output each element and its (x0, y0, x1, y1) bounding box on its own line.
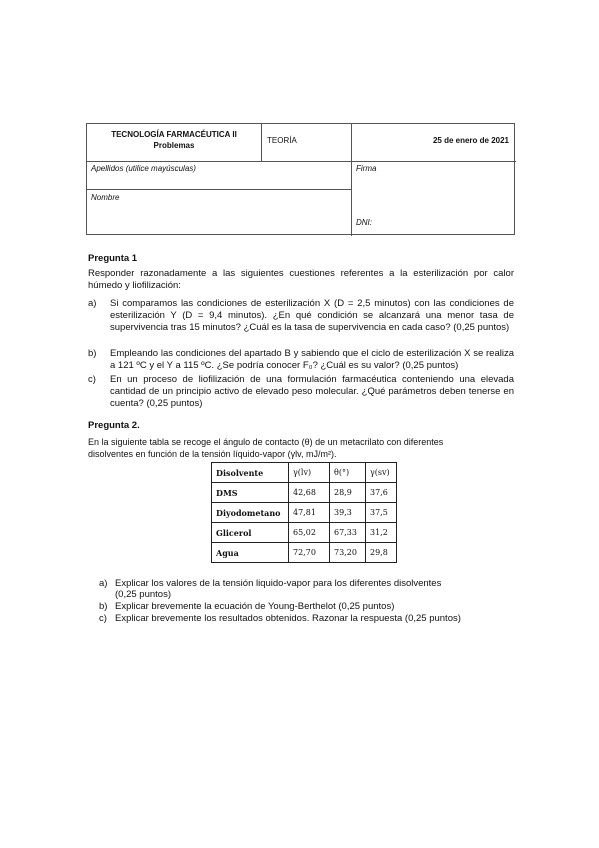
table-cell: 37,6 (366, 483, 397, 503)
question-1-title: Pregunta 1 (88, 253, 138, 264)
table-cell: 67,33 (330, 523, 366, 543)
table-cell: 37,5 (366, 503, 397, 523)
item-marker: b) (99, 601, 108, 612)
contact-angle-table (211, 462, 397, 563)
item-text: Explicar brevemente la ecuación de Young-Berthelot (0,25 puntos) (115, 601, 395, 612)
table-cell: 42,68 (289, 483, 330, 503)
item-marker: b) (88, 348, 97, 359)
header-divider (351, 124, 352, 236)
table-header-cell: θ(°) (330, 463, 366, 483)
header-divider (261, 124, 262, 161)
header-divider (87, 161, 516, 162)
exam-header-box (86, 123, 515, 235)
table-cell: 29,8 (366, 543, 397, 563)
table-cell: 73,20 (330, 543, 366, 563)
table-cell: Glicerol (212, 523, 289, 543)
item-marker: c) (99, 613, 107, 624)
exam-part: TEORÍA (267, 136, 297, 145)
question-2-intro-line-1: En la siguiente tabla se recoge el ángulo de contacto (θ) de un metacrilato con diferentes (88, 437, 444, 447)
list-item (99, 613, 499, 624)
question-1-intro: Responder razonadamente a las siguientes cuestiones referentes a la esterilización por calor húmedo y liofilización: (88, 268, 514, 291)
list-item (99, 601, 499, 612)
question-2-intro-line-2: disolventes en función de la tensión líquido-vapor (γlv, mJ/m²). (88, 449, 337, 459)
table-row (212, 523, 397, 543)
list-item (88, 348, 514, 372)
table-cell: 39,3 (330, 503, 366, 523)
name-field-label: Nombre (91, 193, 120, 202)
table-row (212, 503, 397, 523)
item-marker: c) (88, 374, 96, 385)
table-row (212, 483, 397, 503)
list-item (88, 374, 514, 409)
dni-field-label: DNI: (356, 218, 372, 227)
item-text: En un proceso de liofilización de una formulación farmacéutica conteniendo una elevada cantidad de un principio activo de elevado peso molecular. ¿Qué parámetros deben tenerse en cuenta? (0,25 puntos) (110, 374, 514, 409)
table-cell: Diyodometano (212, 503, 289, 523)
table-cell: 65,02 (289, 523, 330, 543)
table-header-row (212, 463, 397, 483)
course-title: TECNOLOGÍA FARMACÉUTICA II (111, 130, 237, 139)
table-cell: 72,70 (289, 543, 330, 563)
course-type: Problemas (153, 141, 195, 150)
list-item (99, 578, 459, 600)
table-cell: Agua (212, 543, 289, 563)
item-text: Explicar los valores de la tensión liquido-vapor para los diferentes disolventes (0,25 puntos) (115, 578, 442, 600)
surnames-field-label: Apellidos (utilice mayúsculas) (91, 164, 196, 173)
item-text: Empleando las condiciones del apartado B y sabiendo que el ciclo de esterilización X se realiza a 121 ºC y el Y a 115 ºC. ¿Se podría conocer F₀? ¿Cuál es su valor? (0,25 puntos) (110, 348, 514, 371)
table-header-cell: γ(sv) (366, 463, 397, 483)
table-header-cell: Disolvente (212, 463, 289, 483)
item-text: Si comparamos las condiciones de esterilización X (D = 2,5 minutos) con las condiciones de esterilización Y (D = 9,4 minutos). ¿En qué condición se alcanzará una menor tasa de supervivencia tras 15 minutos? ¿Cuál es la tasa de supervivencia en cada caso? (0,25 puntos) (110, 298, 514, 333)
exam-date: 25 de enero de 2021 (432, 136, 509, 145)
table-header-cell: γ(lv) (289, 463, 330, 483)
signature-field-label: Firma (356, 164, 377, 173)
item-text: Explicar brevemente los resultados obtenidos. Razonar la respuesta (0,25 puntos) (115, 613, 461, 624)
table-cell: 31,2 (366, 523, 397, 543)
header-divider (87, 189, 351, 190)
item-marker: a) (99, 578, 108, 589)
table-cell: 47,81 (289, 503, 330, 523)
table-cell: 28,9 (330, 483, 366, 503)
item-marker: a) (88, 298, 97, 309)
question-2-title: Pregunta 2. (88, 420, 140, 431)
table-row (212, 543, 397, 563)
table-cell: DMS (212, 483, 289, 503)
list-item (88, 298, 514, 346)
